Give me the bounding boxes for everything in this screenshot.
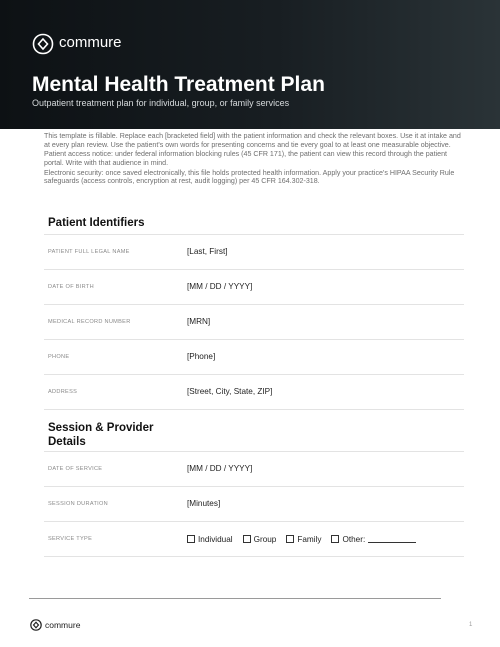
checkbox[interactable]	[187, 535, 195, 543]
session-details-table	[44, 451, 464, 557]
field-label: SESSION DURATION	[48, 501, 109, 507]
option-label: Other:	[342, 534, 366, 544]
option-label: Family	[297, 534, 322, 544]
service-type-option-group[interactable]	[243, 535, 277, 544]
field-label: PHONE	[48, 354, 70, 360]
option-label: Individual	[198, 534, 233, 544]
intro-instructions	[44, 132, 462, 187]
page-number: 1	[469, 622, 473, 628]
service-type-options	[187, 522, 416, 556]
section-title-line: Session & Provider	[48, 422, 154, 434]
intro-paragraph: This template is fillable. Replace each [bracketed field] with the patient information and check the relevant boxes. Use it at intake and at every plan review. Use the patient's own words for presenting concerns and tie every goal to at least one measurable objective.	[44, 132, 461, 149]
footer-divider	[29, 598, 441, 599]
full-name-field[interactable]: [Last, First]	[187, 247, 228, 256]
form-row-session-duration	[44, 487, 464, 522]
patient-identifiers-table	[44, 234, 464, 410]
commure-logo-icon	[30, 619, 42, 631]
service-type-option-individual[interactable]	[187, 535, 233, 544]
field-label: SERVICE TYPE	[48, 536, 93, 542]
form-row-mrn	[44, 305, 464, 340]
section-title-session-details	[48, 421, 153, 449]
security-notice: Electronic security: once saved electronically, this file holds protected health information. Apply your practice's HIPAA Security Rule safeguards (access controls, encryption at rest, audit logging) per 45 CFR 164.302-318.	[44, 168, 455, 186]
form-row-service-type	[44, 522, 464, 557]
document-header	[0, 0, 500, 129]
field-label: DATE OF BIRTH	[48, 284, 94, 290]
section-title-line: Details	[48, 436, 86, 448]
phone-field[interactable]: [Phone]	[187, 352, 216, 361]
brand-name: commure	[59, 34, 122, 51]
section-title-patient-identifiers: Patient Identifiers	[48, 217, 145, 229]
form-row-date-of-birth	[44, 270, 464, 305]
checkbox[interactable]	[286, 535, 294, 543]
checkbox[interactable]	[243, 535, 251, 543]
document-subtitle: Outpatient treatment plan for individual, group, or family services	[32, 98, 290, 108]
access-notice: Patient access notice: under federal information blocking rules (45 CFR 171), the patient can view this record through the patient portal. Write with that audience in mind.	[44, 150, 447, 167]
form-row-full-name	[44, 234, 464, 270]
option-label: Group	[253, 534, 277, 544]
field-label: PATIENT FULL LEGAL NAME	[48, 249, 130, 255]
form-row-date-of-service	[44, 451, 464, 487]
other-blank-field[interactable]	[368, 535, 416, 543]
form-row-address	[44, 375, 464, 410]
field-label: ADDRESS	[48, 389, 78, 395]
checkbox[interactable]	[331, 535, 339, 543]
footer-brand-name: commure	[45, 620, 81, 630]
commure-logo-icon	[32, 33, 54, 55]
mrn-field[interactable]: [MRN]	[187, 317, 211, 326]
field-label: MEDICAL RECORD NUMBER	[48, 319, 131, 325]
document-title: Mental Health Treatment Plan	[32, 73, 325, 96]
date-of-birth-field[interactable]: [MM / DD / YYYY]	[187, 282, 253, 291]
field-label: DATE OF SERVICE	[48, 466, 103, 472]
service-type-option-other[interactable]	[331, 535, 416, 544]
session-duration-field[interactable]: [Minutes]	[187, 499, 221, 508]
date-of-service-field[interactable]: [MM / DD / YYYY]	[187, 464, 253, 473]
address-field[interactable]: [Street, City, State, ZIP]	[187, 387, 273, 396]
form-row-phone	[44, 340, 464, 375]
service-type-option-family[interactable]	[286, 535, 321, 544]
